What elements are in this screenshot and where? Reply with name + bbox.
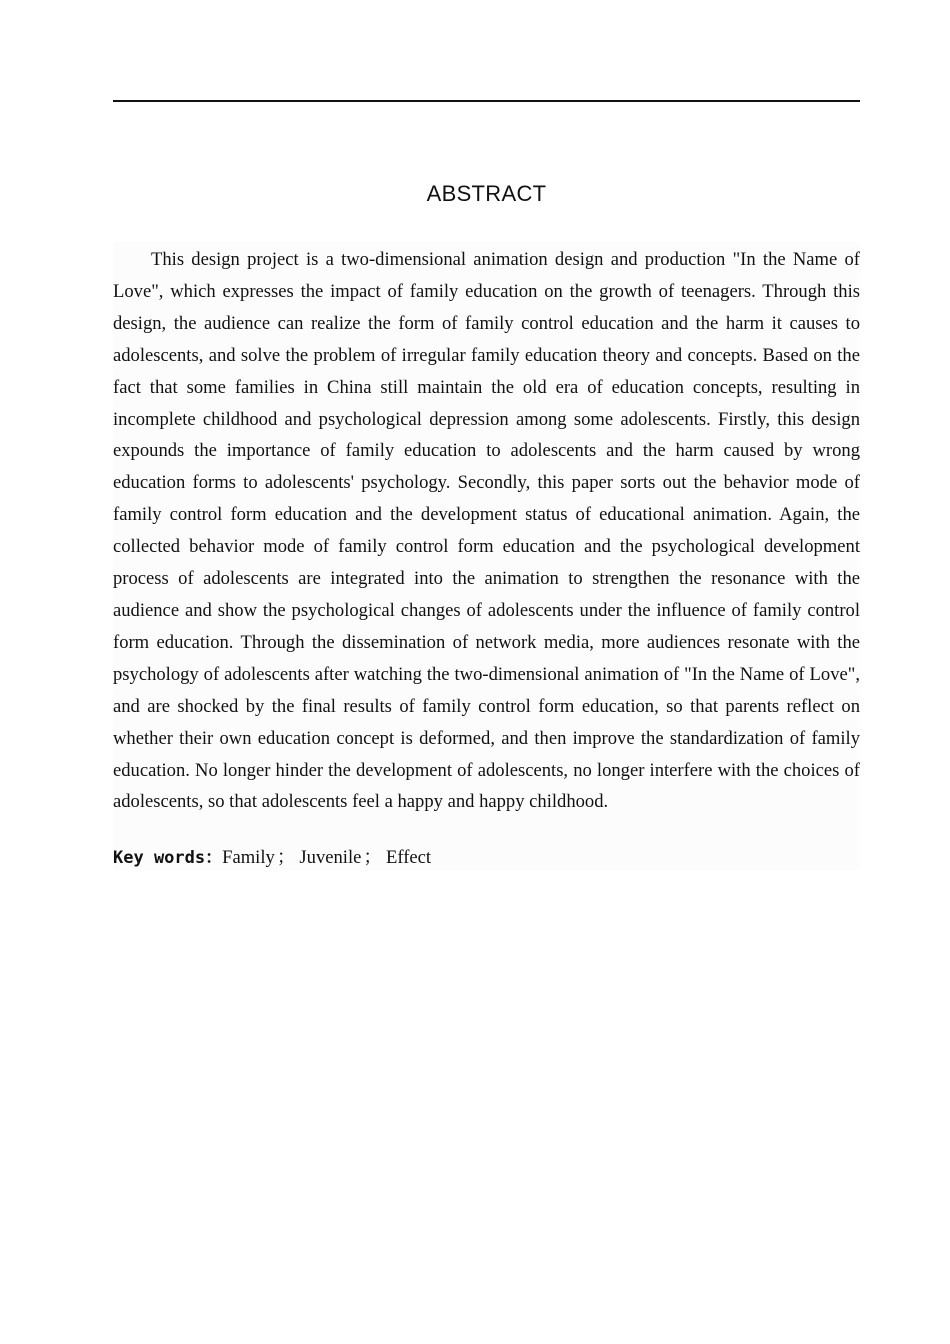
keyword-separator: ； — [363, 847, 382, 868]
keywords-line — [113, 845, 431, 871]
abstract-paragraph: This design project is a two-dimensional animation design and production "In the Name of Love", which expresses the impact of family education on the growth of teenagers. Through this design, the audience can realize the form of family control education and the harm it causes to adolescents, and solve the problem of irregular family education theory and concepts. Based on the fact that some families in China still maintain the old era of education concepts, resulting in incomplete childhood and psychological depression among some adolescents. Firstly, this design expounds the importance of family education to adolescents and the harm caused by wrong education forms to adolescents' psychology. Secondly, this paper sorts out the behavior mode of family control form education and the development status of educational animation. Again, the collected behavior mode of family control form education and the psychological development process of adolescents are integrated into the animation to strengthen the resonance with the audience and show the psychological changes of adolescents under the influence of family control form education. Through the dissemination of network media, more audiences resonate with the psychology of adolescents after watching the two-dimensional animation of "In the Name of Love", and are shocked by the final results of family control form education, so that parents reflect on whether their own education concept is deformed, and then improve the standardization of family education. No longer hinder the development of adolescents, no longer interfere with the choices of adolescents, so that adolescents feel a happy and happy childhood. — [113, 249, 860, 813]
page-title: ABSTRACT — [426, 181, 547, 206]
keyword-separator: ； — [276, 847, 296, 868]
abstract-section — [113, 242, 860, 870]
keyword-term: Family — [222, 847, 275, 868]
header-rule — [113, 100, 860, 102]
keywords-label: Key words： — [113, 848, 223, 868]
keyword-term: Juvenile — [299, 847, 362, 868]
keyword-term: Effect — [386, 847, 432, 868]
